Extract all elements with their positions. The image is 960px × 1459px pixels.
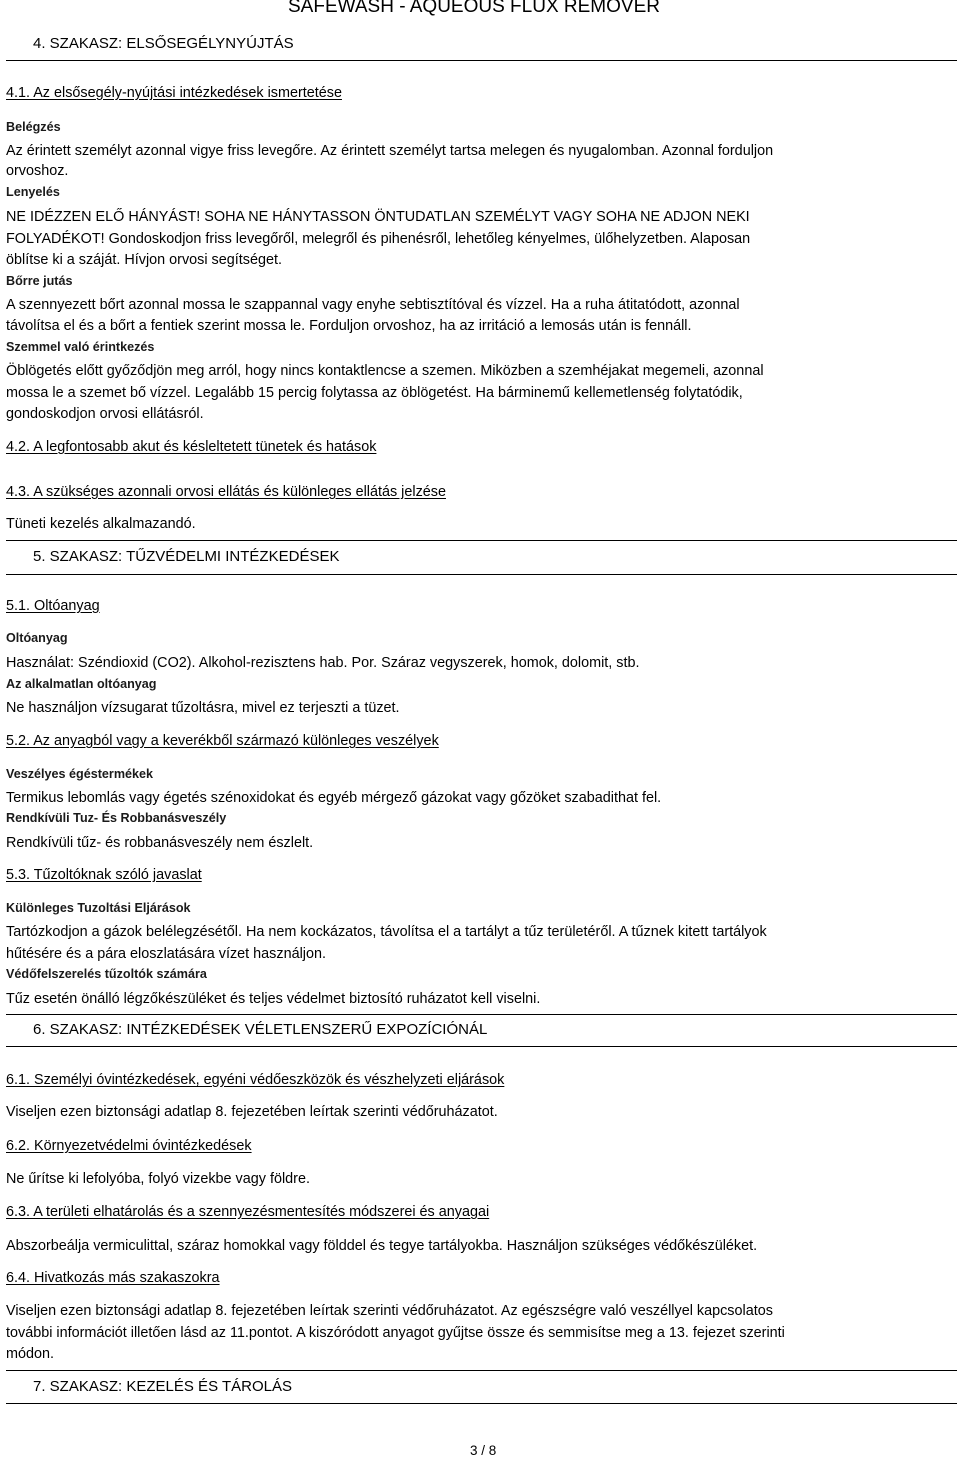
skin-contact-line-1: A szennyezett bőrt azonnal mossa le szappannal vagy enyhe sebtisztítóval és vízzel. Ha a ruha átitatódott, azonnal bbox=[6, 297, 740, 313]
section-4-title: 4. SZAKASZ: ELSŐSEGÉLYNYÚJTÁS bbox=[33, 35, 294, 52]
product-title: SAFEWASH - AQUEOUS FLUX REMOVER bbox=[288, 0, 660, 17]
subsection-5-1-title: 5.1. Oltóanyag bbox=[6, 598, 100, 614]
subsection-6-1-title: 6.1. Személyi óvintézkedések, egyéni védőeszközök és vészhelyzeti eljárások bbox=[6, 1072, 505, 1088]
subsection-5-2-title: 5.2. Az anyagból vagy a keverékből származó különleges veszélyek bbox=[6, 733, 439, 749]
extinguishing-media-text: Használat: Széndioxid (CO2). Alkohol-rezisztens hab. Por. Száraz vegyszerek, homok, dolomit, stb. bbox=[6, 655, 640, 671]
subsection-6-4-line-2: további információt illetően lásd az 11.pontot. A kiszóródott anyagot gyűjtse össze és semmisítse meg a 13. fejezet szerinti bbox=[6, 1325, 785, 1341]
skin-contact-label: Bőrre jutás bbox=[6, 274, 73, 288]
unsuitable-media-text: Ne használjon vízsugarat tűzoltásra, mivel ez terjeszti a tüzet. bbox=[6, 700, 400, 716]
subsection-4-2-title: 4.2. A legfontosabb akut és késleltetett tünetek és hatások bbox=[6, 439, 377, 455]
section-4-divider bbox=[6, 60, 957, 61]
section-5-divider bbox=[6, 574, 957, 575]
unsuitable-media-label: Az alkalmatlan oltóanyag bbox=[6, 677, 157, 691]
section-6-divider-top bbox=[6, 1014, 957, 1015]
subsection-6-4-line-3: módon. bbox=[6, 1346, 54, 1362]
subsection-5-3-title: 5.3. Tűzoltóknak szóló javaslat bbox=[6, 867, 202, 883]
firefighting-procedures-label: Különleges Tuzoltási Eljárások bbox=[6, 901, 191, 915]
subsection-6-2-text: Ne űrítse ki lefolyóba, folyó vizekbe vagy földre. bbox=[6, 1171, 310, 1187]
hazardous-combustion-text: Termikus lebomlás vagy égetés szénoxidokat és egyéb mérgező gázokat vagy gőzöket szabadithat fel. bbox=[6, 790, 662, 806]
firefighter-ppe-text: Tűz esetén önálló légzőkészüléket és teljes védelmet biztosító ruházatot kell viselni. bbox=[6, 991, 541, 1007]
subsection-6-2-title: 6.2. Környezetvédelmi óvintézkedések bbox=[6, 1138, 252, 1154]
ingestion-line-1: NE IDÉZZEN ELŐ HÁNYÁST! SOHA NE HÁNYTASSON ÖNTUDATLAN SZEMÉLYT VAGY SOHA NE ADJON NEKI bbox=[6, 209, 750, 225]
eye-contact-line-3: gondoskodjon orvosi ellátásról. bbox=[6, 406, 204, 422]
subsection-6-3-title: 6.3. A területi elhatárolás és a szennyezésmentesítés módszerei és anyagai bbox=[6, 1204, 490, 1220]
subsection-6-1-text: Viseljen ezen biztonsági adatlap 8. fejezetében leírtak szerinti védőruházatot. bbox=[6, 1104, 498, 1120]
subsection-6-4-line-1: Viseljen ezen biztonsági adatlap 8. fejezetében leírtak szerinti védőruházatot. Az egészségre való veszéllyel kapcsolatos bbox=[6, 1303, 773, 1319]
extinguishing-media-label: Oltóanyag bbox=[6, 631, 68, 645]
subsection-6-4-title: 6.4. Hivatkozás más szakaszokra bbox=[6, 1270, 220, 1286]
firefighting-procedures-line-1: Tartózkodjon a gázok belélegzésétől. Ha nem kockázatos, távolítsa el a tartályt a tűz területéről. A tűznek kitett tartályok bbox=[6, 924, 767, 940]
section-7-title: 7. SZAKASZ: KEZELÉS ÉS TÁROLÁS bbox=[33, 1378, 292, 1395]
hazardous-combustion-label: Veszélyes égéstermékek bbox=[6, 767, 154, 781]
firefighting-procedures-line-2: hűtésére és a pára eloszlatására vízet használjon. bbox=[6, 946, 326, 962]
skin-contact-line-2: távolítsa el és a bőrt a fentiek szerint mossa le. Forduljon orvoshoz, ha az irritáció a lemosás után is fennáll. bbox=[6, 318, 692, 334]
section-6-title: 6. SZAKASZ: INTÉZKEDÉSEK VÉLETLENSZERŰ EXPOZÍCIÓNÁL bbox=[33, 1021, 488, 1038]
fire-explosion-hazard-text: Rendkívüli tűz- és robbanásveszély nem észlelt. bbox=[6, 835, 314, 851]
section-5-title: 5. SZAKASZ: TŰZVÉDELMI INTÉZKEDÉSEK bbox=[33, 548, 340, 565]
section-6-divider bbox=[6, 1046, 957, 1047]
ingestion-label: Lenyelés bbox=[6, 185, 60, 199]
inhalation-line-2: orvoshoz. bbox=[6, 163, 69, 179]
inhalation-line-1: Az érintett személyt azonnal vigye friss levegőre. Az érintett személyt tartsa melegen és nyugalomban. Azonnal forduljon bbox=[6, 143, 774, 159]
section-5-divider-top bbox=[6, 540, 957, 541]
inhalation-label: Belégzés bbox=[6, 120, 61, 134]
page-number: 3 / 8 bbox=[470, 1443, 497, 1458]
subsection-4-3-title: 4.3. A szükséges azonnali orvosi ellátás és különleges ellátás jelzése bbox=[6, 484, 446, 500]
subsection-6-3-text: Abszorbeálja vermiculittal, száraz homokkal vagy földdel és tegye tartályokba. Használjon szükséges védőkészüléket. bbox=[6, 1238, 758, 1254]
ingestion-line-2: FOLYADÉKOT! Gondoskodjon friss levegőről, melegről és pihenésről, lehetőleg kényelmes, ülőhelyzetben. Alaposan bbox=[6, 231, 751, 247]
eye-contact-label: Szemmel való érintkezés bbox=[6, 340, 155, 354]
subsection-4-3-text: Tüneti kezelés alkalmazandó. bbox=[6, 516, 196, 532]
section-7-divider bbox=[6, 1403, 957, 1404]
fire-explosion-hazard-label: Rendkívüli Tuz- És Robbanásveszély bbox=[6, 811, 227, 825]
section-7-divider-top bbox=[6, 1370, 957, 1371]
eye-contact-line-1: Öblögetés előtt győződjön meg arról, hogy nincs kontaktlencse a szemen. Miközben a szemhéjakat megemeli, azonnal bbox=[6, 363, 764, 379]
ingestion-line-3: öblítse ki a száját. Hívjon orvosi segítséget. bbox=[6, 252, 282, 268]
eye-contact-line-2: mossa le a szemet bő vízzel. Legalább 15 percig folytassa az öblögetést. Ha bárminemű kellemetlenség folytatódik, bbox=[6, 385, 743, 401]
subsection-4-1-title: 4.1. Az elsősegély-nyújtási intézkedések ismertetése bbox=[6, 85, 342, 101]
firefighter-ppe-label: Védőfelszerelés tűzoltók számára bbox=[6, 967, 207, 981]
